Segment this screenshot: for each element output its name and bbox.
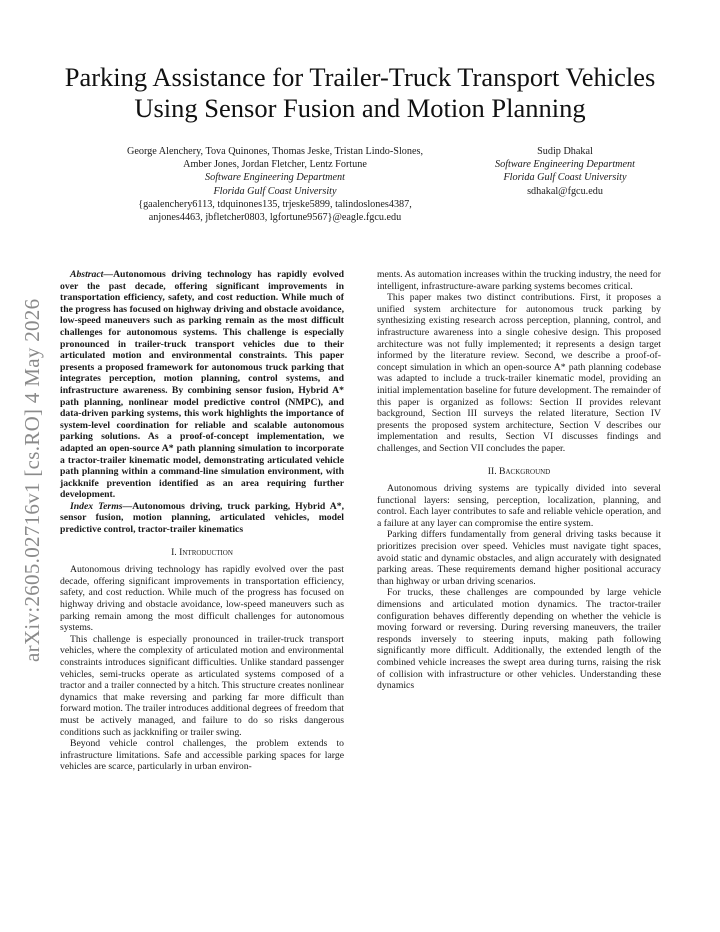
- abstract-label: Abstract: [70, 269, 104, 280]
- author-names: Amber Jones, Jordan Fletcher, Lentz Fortune: [183, 159, 367, 171]
- author-email: sdhakal@fgcu.edu: [527, 185, 603, 197]
- author-university: Florida Gulf Coast University: [213, 185, 337, 197]
- left-column: [60, 269, 344, 773]
- index-terms: [60, 501, 344, 536]
- author-emails: {gaalenchery6113, tdquinones135, trjeske5899, talindoslones4387,: [138, 198, 412, 210]
- paragraph: ments. As automation increases within the trucking industry, the need for intelligent, infrastructure-aware parking systems becomes critical.: [377, 269, 661, 292]
- author-names: George Alenchery, Tova Quinones, Thomas Jeske, Tristan Lindo-Slones,: [126, 146, 423, 157]
- author-name: Sudip Dhakal: [537, 146, 593, 157]
- paragraph: Autonomous driving technology has rapidly evolved over the past decade, offering significant improvements in transportation efficiency, safety, and cost reduction. While much of the progress has focused on highway driving and obstacle avoidance, low-speed maneuvers such as parking remain among the most difficult challenges for autonomous systems.: [60, 564, 344, 634]
- paragraph: Autonomous driving systems are typically divided into several functional layers: sensing, perception, localization, planning, and control. Each layer contributes to safe and reliable vehicle operation, and a failure at any layer can compromise the entire system.: [377, 483, 661, 529]
- index-terms-label: Index Terms: [70, 500, 123, 512]
- section-heading-introduction: I. Introduction: [171, 546, 233, 558]
- paragraph: This challenge is especially pronounced in trailer-truck transport vehicles, where the complexity of articulated motion and environmental constraints introduces significant difficulties. Unlike standard passenger vehicles, semi-trucks operate as articulated systems composed of a tractor and a trailer connected by a hitch. This structure creates nonlinear dynamics that make reversing and parking far more difficult than forward motion. The trailer introduces additional degrees of freedom that must be actively managed, and failure to do so risks dangerous conditions such as jackknifing or trailer swing.: [60, 633, 344, 738]
- author-emails: anjones4463, jbfletcher0803, lgfortune9567}@eagle.fgcu.edu: [148, 212, 402, 224]
- right-column: [377, 269, 661, 692]
- paragraph: This paper makes two distinct contributions. First, it proposes a unified system architecture for autonomous truck parking by synthesizing existing research across perception, planning, control, and infrastructure awareness into a single cohesive design. This proposed architecture was not fully implemented; it represents a design target informed by the literature review. Second, we describe a proof-of-concept simulation in which an open-source A* path planning codebase was adapted to include a truck-trailer kinematic model, providing an initial implementation baseline for future development. The remainder of this paper is organized as follows: Section II provides relevant background, Section III surveys the related literature, Section IV presents the proposed system architecture, Section V describes our implementation and results, Section VI discusses findings and challenges, and Section VII concludes the paper.: [377, 292, 661, 454]
- abstract-text: —Autonomous driving technology has rapidly evolved over the past decade, offering significant improvements in transportation efficiency, safety, and cost reduction. While much of the progress has focused on highway driving and obstacle avoidance, low-speed maneuvers such as parking remain as the most difficult challenges for autonomous systems. This challenge is especially pronounced in trailer-truck transport vehicles due to their articulated motion and environmental constraints. This paper presents a proposed framework for autonomous truck parking that integrates perception, motion planning, control systems, and infrastructure awareness. By combining sensor fusion, Hybrid A* path planning, nonlinear model predictive control (NMPC), and data-driven parking systems, this work highlights the importance of system-level coordination for reliable and scalable autonomous parking solutions. As a proof-of-concept implementation, we adapted an open-source A* path planning simulation to incorporate a tractor-trailer kinematic model, demonstrating articulated vehicle path planning within a command-line simulation environment, with jackknife prevention identified as an area requiring further development.: [60, 269, 344, 501]
- abstract: [60, 269, 344, 501]
- author-department: Software Engineering Department: [205, 172, 345, 184]
- index-terms-text: —Autonomous driving, truck parking, Hybrid A*, sensor fusion, motion planning, articulated vehicles, model predictive control, tractor-trailer kinematics: [60, 500, 344, 536]
- author-block-right: [470, 145, 660, 198]
- author-department: Software Engineering Department: [495, 159, 635, 171]
- author-block-left: [60, 145, 490, 224]
- author-university: Florida Gulf Coast University: [503, 172, 627, 184]
- section-heading-background: II. Background: [487, 465, 551, 477]
- arxiv-watermark: arXiv:2605.02716v1 [cs.RO] 4 May 2026: [20, 298, 44, 662]
- paragraph: For trucks, these challenges are compounded by large vehicle dimensions and articulated motion dynamics. The tractor-trailer configuration behaves differently depending on whether the vehicle is moving forward or reversing. During reversing maneuvers, the trailer responds inversely to steering inputs, making path following significantly more difficult. Additionally, the extended length of the combined vehicle increases the swept area during turns, raising the risk of collision with infrastructure or other vehicles. Understanding these dynamics: [377, 587, 661, 692]
- paragraph: Beyond vehicle control challenges, the problem extends to infrastructure limitations. Safe and accessible parking spaces for large vehicles are scarce, particularly in urban environ-: [60, 738, 344, 773]
- paper-title: Parking Assistance for Trailer-Truck Transport Vehicles Using Sensor Fusion and Motion Planning: [64, 62, 656, 123]
- paragraph: Parking differs fundamentally from general driving tasks because it prioritizes precision over speed. Vehicles must navigate tight spaces, avoid static and dynamic obstacles, and align accurately with designated parking areas. These requirements demand higher positional accuracy than highway or urban driving scenarios.: [377, 529, 661, 587]
